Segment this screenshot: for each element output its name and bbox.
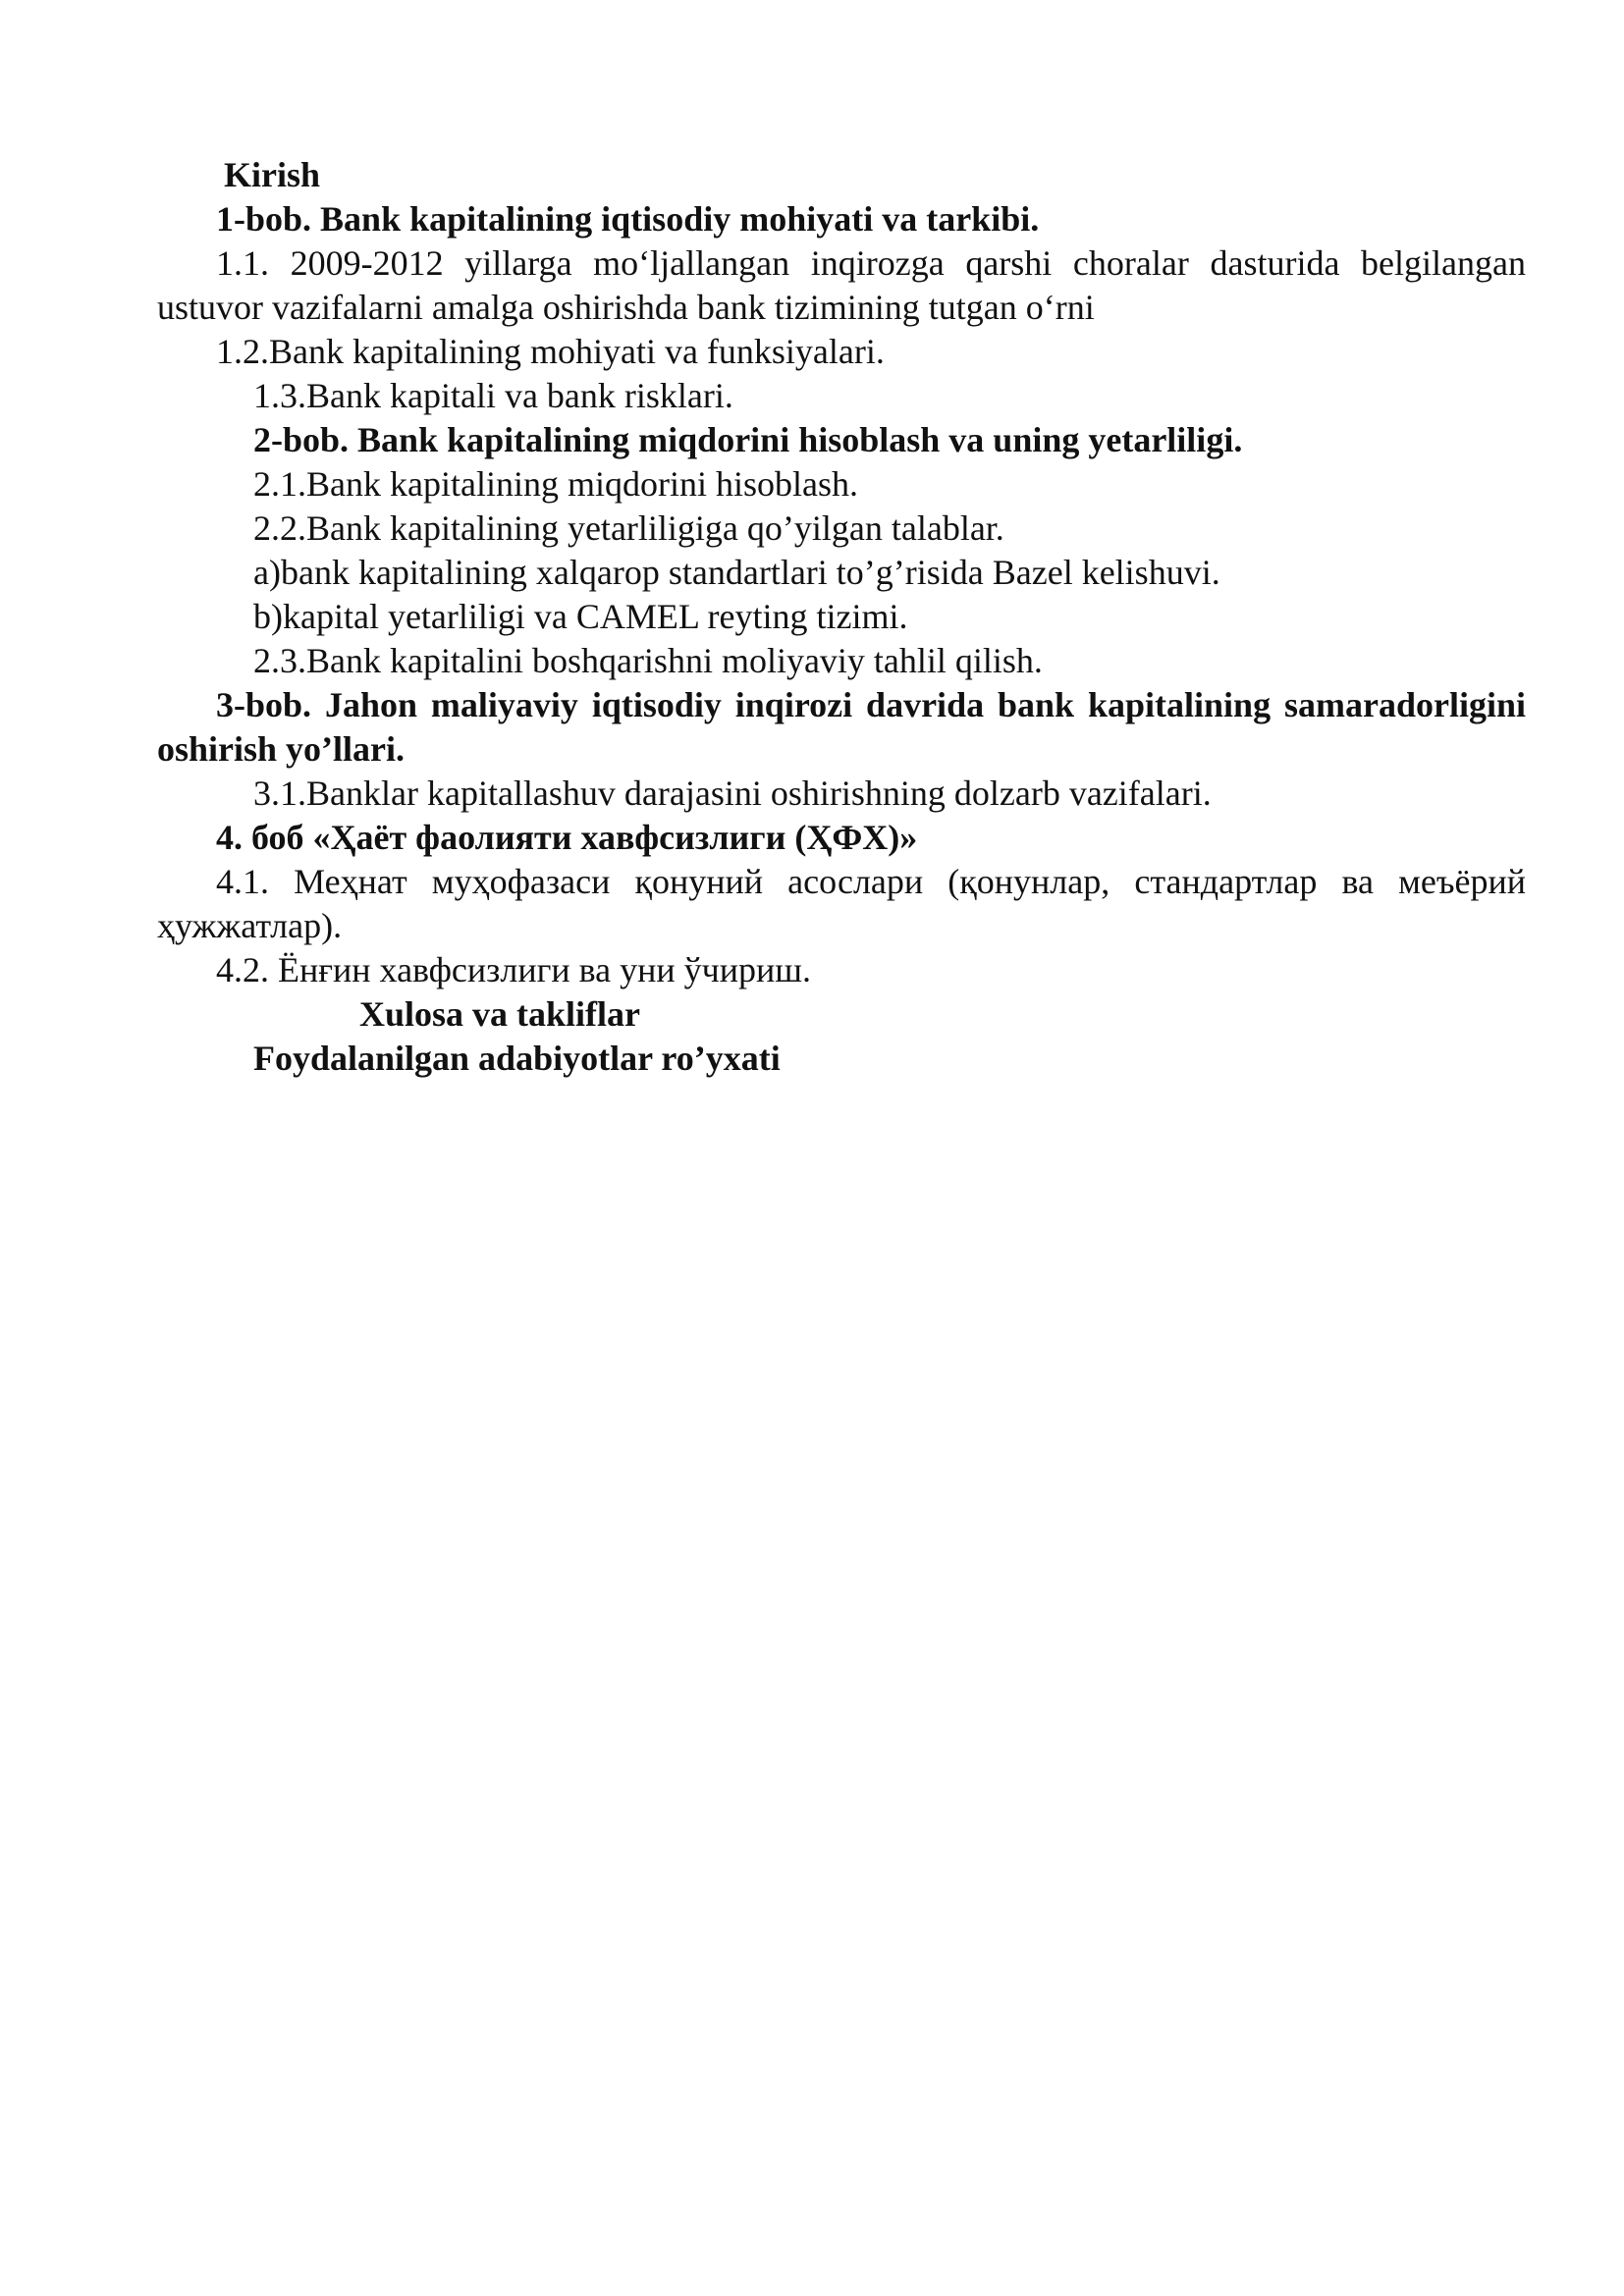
toc-entry-references: Foydalanilgan adabiyotlar ro’yxati (253, 1039, 781, 1078)
toc-section-2-2: 2.2.Bank kapitalining yetarliligiga qo’yilgan talablar. (253, 508, 1004, 548)
toc-section-4-1: 4.1. Меҳнат муҳофазаси қонуний асослари (қонунлар, стандартлар ва меъёрий ҳужжатлар). (157, 862, 1526, 945)
toc-chapter-3-title: 3-bob. Jahon maliyaviy iqtisodiy inqirozi davrida bank kapitalining samaradorligini oshirish yo’llari. (157, 685, 1526, 769)
toc-section-2-2-a: a)bank kapitalining xalqarop standartlari to’g’risida Bazel kelishuvi. (253, 553, 1220, 592)
toc-chapter-4-title: 4. боб «Ҳаёт фаолияти хавфсизлиги (ҲФХ)» (216, 818, 918, 857)
toc-section-1-1: 1.1. 2009-2012 yillarga mo‘ljallangan inqirozga qarshi choralar dasturida belgilangan ustuvor vazifalarni amalga oshirishda bank tizimining tutgan o‘rni (157, 243, 1526, 327)
toc-chapter-2-title: 2-bob. Bank kapitalining miqdorini hisoblash va uning yetarliligi. (253, 420, 1243, 459)
toc-chapter-1-title: 1-bob. Bank kapitalining iqtisodiy mohiyati va tarkibi. (216, 199, 1040, 239)
toc-section-1-3: 1.3.Bank kapitali va bank risklari. (253, 376, 733, 415)
table-of-contents (157, 153, 1526, 1081)
toc-entry-kirish: Kirish (224, 155, 321, 194)
toc-entry-conclusion: Xulosa va takliflar (359, 994, 641, 1034)
toc-section-4-2: 4.2. Ёнғин хавфсизлиги ва уни ўчириш. (216, 950, 812, 989)
toc-section-2-2-b: b)kapital yetarliligi va CAMEL reyting tizimi. (253, 597, 908, 636)
toc-section-2-3: 2.3.Bank kapitalini boshqarishni moliyaviy tahlil qilish. (253, 641, 1043, 680)
toc-section-2-1: 2.1.Bank kapitalining miqdorini hisoblash. (253, 464, 858, 504)
toc-section-3-1: 3.1.Banklar kapitallashuv darajasini oshirishning dolzarb vazifalari. (253, 774, 1212, 813)
toc-section-1-2: 1.2.Bank kapitalining mohiyati va funksiyalari. (216, 332, 885, 371)
